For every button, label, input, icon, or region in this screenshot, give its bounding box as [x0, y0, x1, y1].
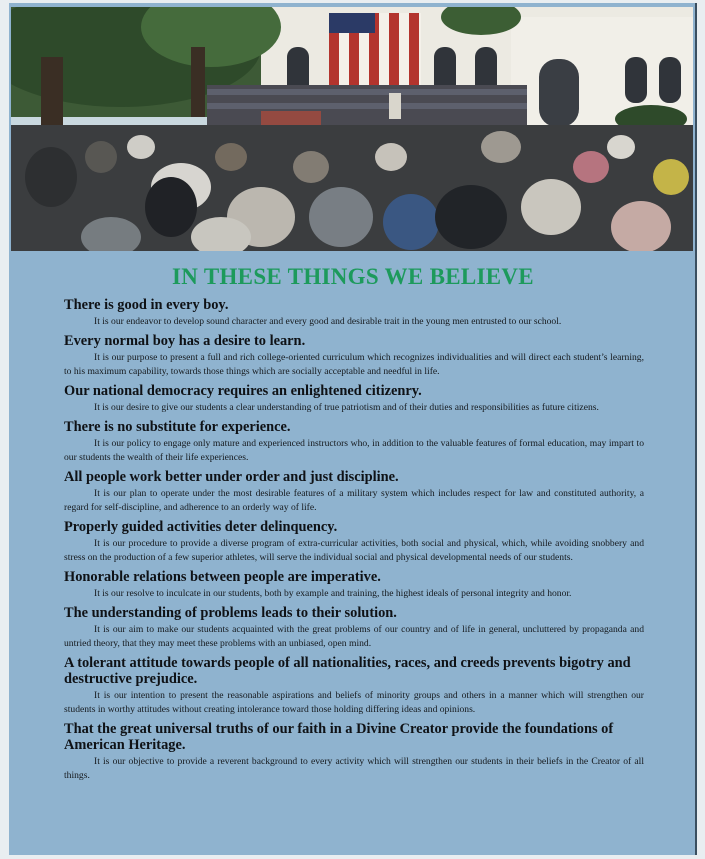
belief-item	[64, 333, 644, 379]
ceremony-photo-illustration	[11, 7, 693, 251]
beliefs-list	[64, 297, 644, 787]
belief-heading: Honorable relations between people are imperative.	[64, 569, 381, 585]
belief-heading: That the great universal truths of our faith in a Divine Creator provide the foundations of American Heritage.	[64, 721, 614, 753]
belief-heading: Every normal boy has a desire to learn.	[64, 333, 306, 349]
belief-item	[64, 297, 644, 329]
belief-item	[64, 655, 644, 717]
belief-heading: The understanding of problems leads to their solution.	[64, 605, 397, 621]
belief-item	[64, 721, 644, 783]
belief-text: It is our intention to present the reasonable aspirations and beliefs of minority groups and others in a manner which will strengthen our students in worthy attitudes without creating intolerance toward those holding differing ideas and opinions.	[64, 690, 644, 715]
belief-heading: A tolerant attitude towards people of all nationalities, races, and creeds prevents bigotry and destructive prejudice.	[64, 655, 631, 687]
belief-heading: There is no substitute for experience.	[64, 419, 291, 435]
belief-text: It is our procedure to provide a diverse program of extra-curricular activities, both social and physical, which, while avoiding snobbery and stress on the production of a few superior athletes, will serve the individual social and physical developmental needs of our students.	[64, 538, 644, 563]
belief-text: It is our plan to operate under the most desirable features of a military system which includes respect for law and constituted authority, a regard for self-discipline, and adherence to an orderly way of life.	[64, 488, 644, 513]
belief-heading: Our national democracy requires an enlightened citizenry.	[64, 383, 422, 399]
belief-text: It is our desire to give our students a clear understanding of true patriotism and of their duties and responsibilities as future citizens.	[94, 402, 599, 413]
document-page	[9, 3, 697, 855]
belief-text: It is our endeavor to develop sound character and every good and desirable trait in the young men entrusted to our school.	[94, 316, 562, 327]
belief-item	[64, 469, 644, 515]
belief-heading: There is good in every boy.	[64, 297, 229, 313]
belief-text: It is our policy to engage only mature and experienced instructors who, in addition to the valuable features of formal education, may impart to our students the wealth of their life experiences.	[64, 438, 644, 463]
belief-item	[64, 519, 644, 565]
belief-item	[64, 605, 644, 651]
belief-item	[64, 569, 644, 601]
belief-item	[64, 419, 644, 465]
belief-item	[64, 383, 644, 415]
belief-heading: All people work better under order and just discipline.	[64, 469, 399, 485]
belief-text: It is our purpose to present a full and rich college-oriented curriculum which recognizes individualities and will direct each student’s learning, to his maximum capability, towards those things which are socially acceptable and needful in life.	[64, 352, 644, 377]
beliefs-section	[9, 261, 697, 853]
page-title: IN THESE THINGS WE BELIEVE	[172, 264, 534, 289]
ceremony-photo	[11, 7, 693, 251]
belief-text: It is our resolve to inculcate in our students, both by example and training, the highest ideals of personal integrity and honor.	[94, 588, 572, 599]
belief-heading: Properly guided activities deter delinquency.	[64, 519, 338, 535]
belief-text: It is our objective to provide a reverent background to every activity which will strengthen our students in their beliefs in the Creator of all things.	[64, 756, 644, 781]
belief-text: It is our aim to make our students acquainted with the great problems of our country and of life in general, uncluttered by propaganda and untried theory, that they may meet these problems with an unbiased, open mind.	[64, 624, 644, 649]
